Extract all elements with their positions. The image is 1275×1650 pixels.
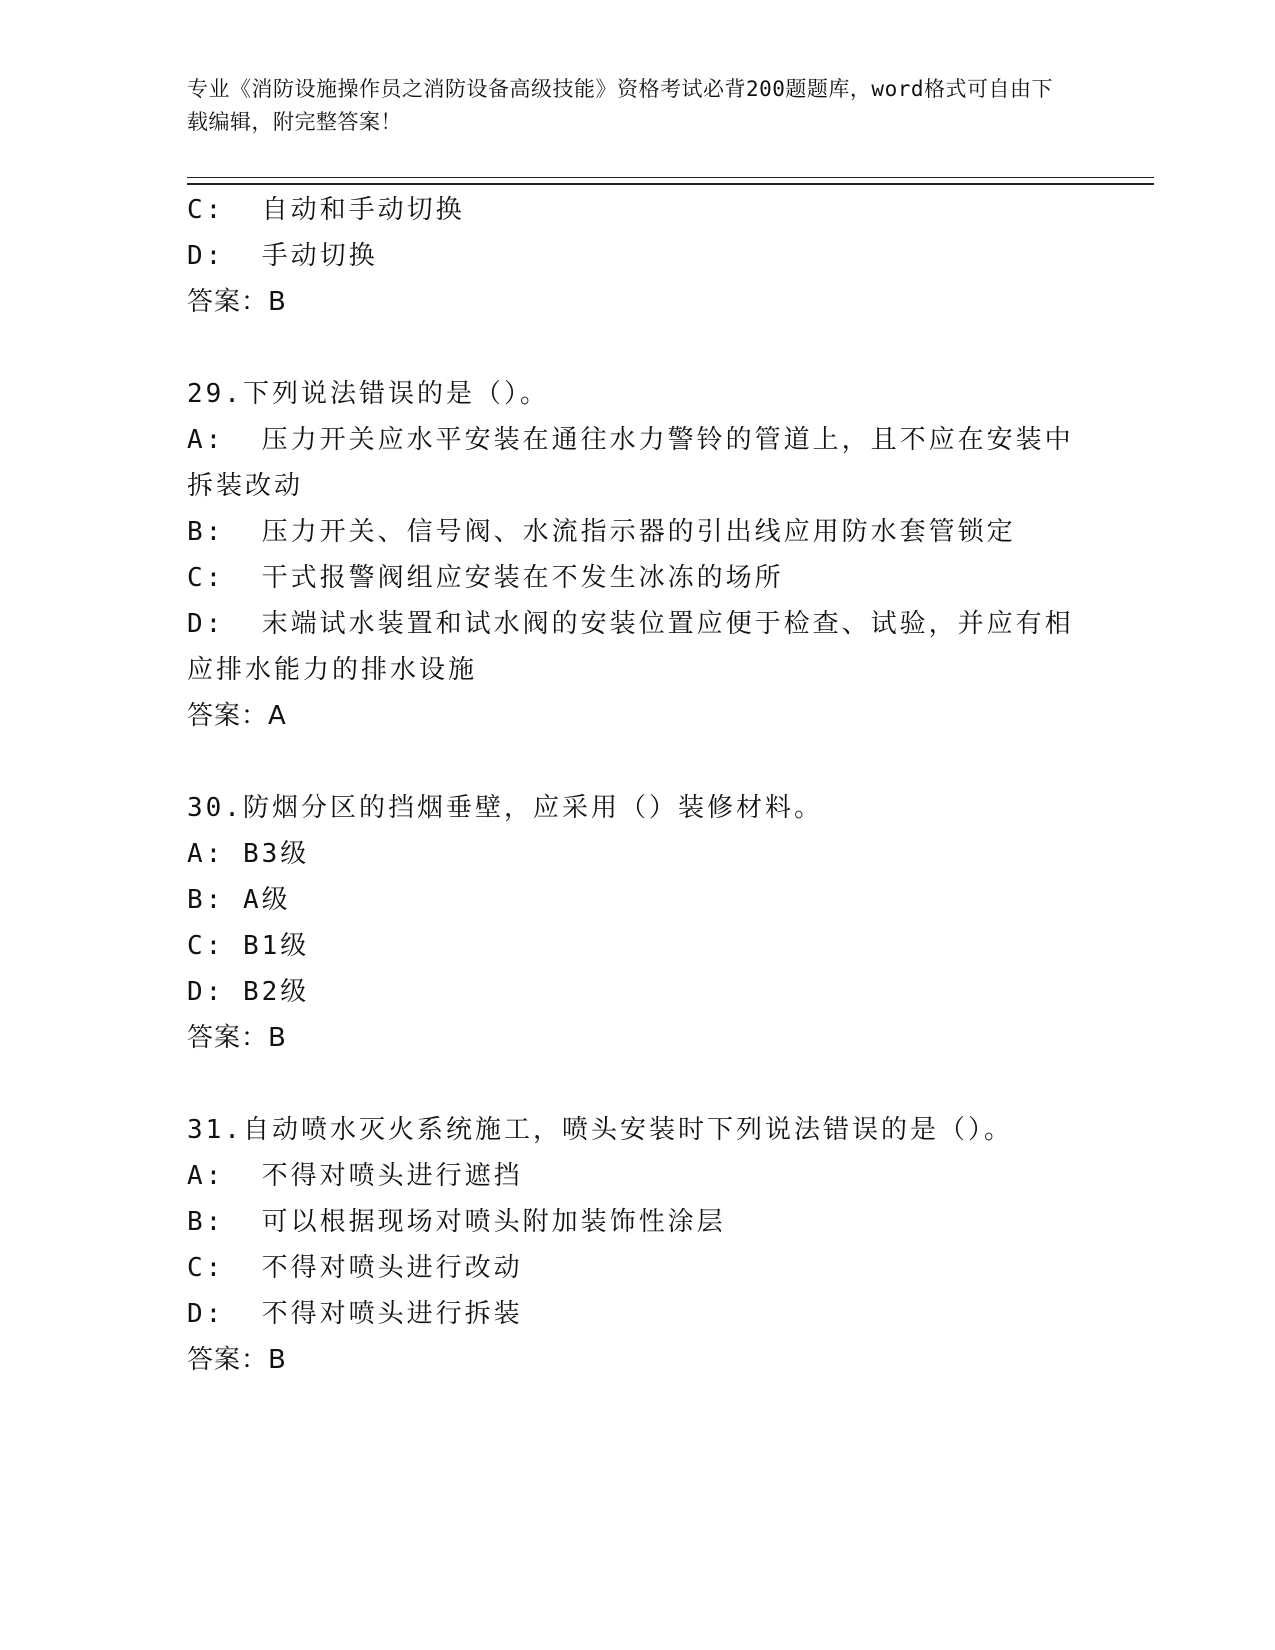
option-label: B [187, 885, 206, 915]
answer-line [187, 279, 1087, 325]
option-d: D: B2级 [187, 977, 310, 1007]
answer-value: B [268, 1023, 287, 1053]
option-text: 手动切换 [261, 241, 378, 271]
option-b: B: 可以根据现场对喷头附加装饰性涂层 [187, 1207, 726, 1237]
option-label: D [187, 609, 206, 639]
option-label: B [187, 1207, 206, 1237]
question-text: 防烟分区的挡烟垂壁，应采用（）装修材料。 [242, 793, 823, 823]
header-text: 专业《消防设施操作员之消防设备高级技能》资格考试必背200题题库，word格式可自由下载编辑，附完整答案！ [187, 77, 1053, 134]
answer-label: 答案： [187, 287, 269, 317]
option-d: D: 不得对喷头进行拆装 [187, 1299, 523, 1329]
question-text: 下列说法错误的是（）。 [242, 379, 549, 409]
option-text: 自动和手动切换 [261, 195, 465, 225]
option-label: A [187, 425, 206, 455]
option-c: C: 干式报警阀组应安装在不发生冰冻的场所 [187, 563, 784, 593]
option-b: B: 压力开关、信号阀、水流指示器的引出线应用防水套管锁定 [187, 517, 1016, 547]
answer-value: B [268, 287, 287, 317]
option-label: C [187, 1253, 206, 1283]
question-text: 自动喷水灭火系统施工，喷头安装时下列说法错误的是（）。 [242, 1115, 1013, 1145]
option-label: A [187, 1161, 206, 1191]
option-c: C: 自动和手动切换 [187, 195, 465, 225]
option-d: D: 手动切换 [187, 241, 378, 271]
option-c: C: B1级 [187, 931, 310, 961]
spacer [187, 1061, 1087, 1107]
option-label: C [187, 931, 206, 961]
option-text: 干式报警阀组应安装在不发生冰冻的场所 [261, 563, 784, 593]
answer-line [187, 1337, 1087, 1383]
answer-label: 答案： [187, 1023, 269, 1053]
spacer [187, 739, 1087, 785]
option-text: 不得对喷头进行遮挡 [261, 1161, 523, 1191]
option-c: C: 不得对喷头进行改动 [187, 1253, 523, 1283]
option-text: B3级 [242, 839, 310, 869]
question-30 [187, 785, 1087, 1061]
answer-value: A [268, 701, 287, 731]
option-text: 不得对喷头进行改动 [261, 1253, 523, 1283]
spacer [187, 325, 1087, 371]
question-31 [187, 1107, 1087, 1383]
answer-label: 答案： [187, 1345, 269, 1375]
option-d: D: 末端试水装置和试水阀的安装位置应便于检查、试验，并应有相应排水能力的排水设施 [187, 609, 1074, 685]
option-label: C [187, 195, 206, 225]
answer-line [187, 693, 1087, 739]
document-header [187, 73, 1067, 139]
option-text: 压力开关、信号阀、水流指示器的引出线应用防水套管锁定 [261, 517, 1016, 547]
option-text: 不得对喷头进行拆装 [261, 1299, 523, 1329]
question-number: 29. [187, 379, 243, 409]
option-label: C [187, 563, 206, 593]
header-divider [187, 177, 1154, 185]
answer-label: 答案： [187, 701, 269, 731]
option-text: 末端试水装置和试水阀的安装位置应便于检查、试验，并应有相应排水能力的排水设施 [187, 609, 1074, 685]
option-text: A级 [242, 885, 291, 915]
option-a: A: 不得对喷头进行遮挡 [187, 1161, 523, 1191]
option-label: D [187, 1299, 206, 1329]
question-29 [187, 371, 1087, 739]
question-stem [187, 785, 1087, 831]
option-label: A [187, 839, 206, 869]
option-text: B1级 [242, 931, 310, 961]
question-28-continuation [187, 187, 1087, 325]
answer-line [187, 1015, 1087, 1061]
question-list [187, 187, 1087, 1383]
option-b: B: A级 [187, 885, 291, 915]
option-a: A: B3级 [187, 839, 310, 869]
question-stem [187, 1107, 1087, 1153]
option-a: A: 压力开关应水平安装在通往水力警铃的管道上，且不应在安装中拆装改动 [187, 425, 1074, 501]
question-number: 30. [187, 793, 243, 823]
option-text: B2级 [242, 977, 310, 1007]
option-text: 可以根据现场对喷头附加装饰性涂层 [261, 1207, 726, 1237]
answer-value: B [268, 1345, 287, 1375]
option-text: 压力开关应水平安装在通往水力警铃的管道上，且不应在安装中拆装改动 [187, 425, 1074, 501]
question-stem [187, 371, 1087, 417]
option-label: B [187, 517, 206, 547]
option-label: D [187, 241, 206, 271]
question-number: 31. [187, 1115, 243, 1145]
option-label: D [187, 977, 206, 1007]
